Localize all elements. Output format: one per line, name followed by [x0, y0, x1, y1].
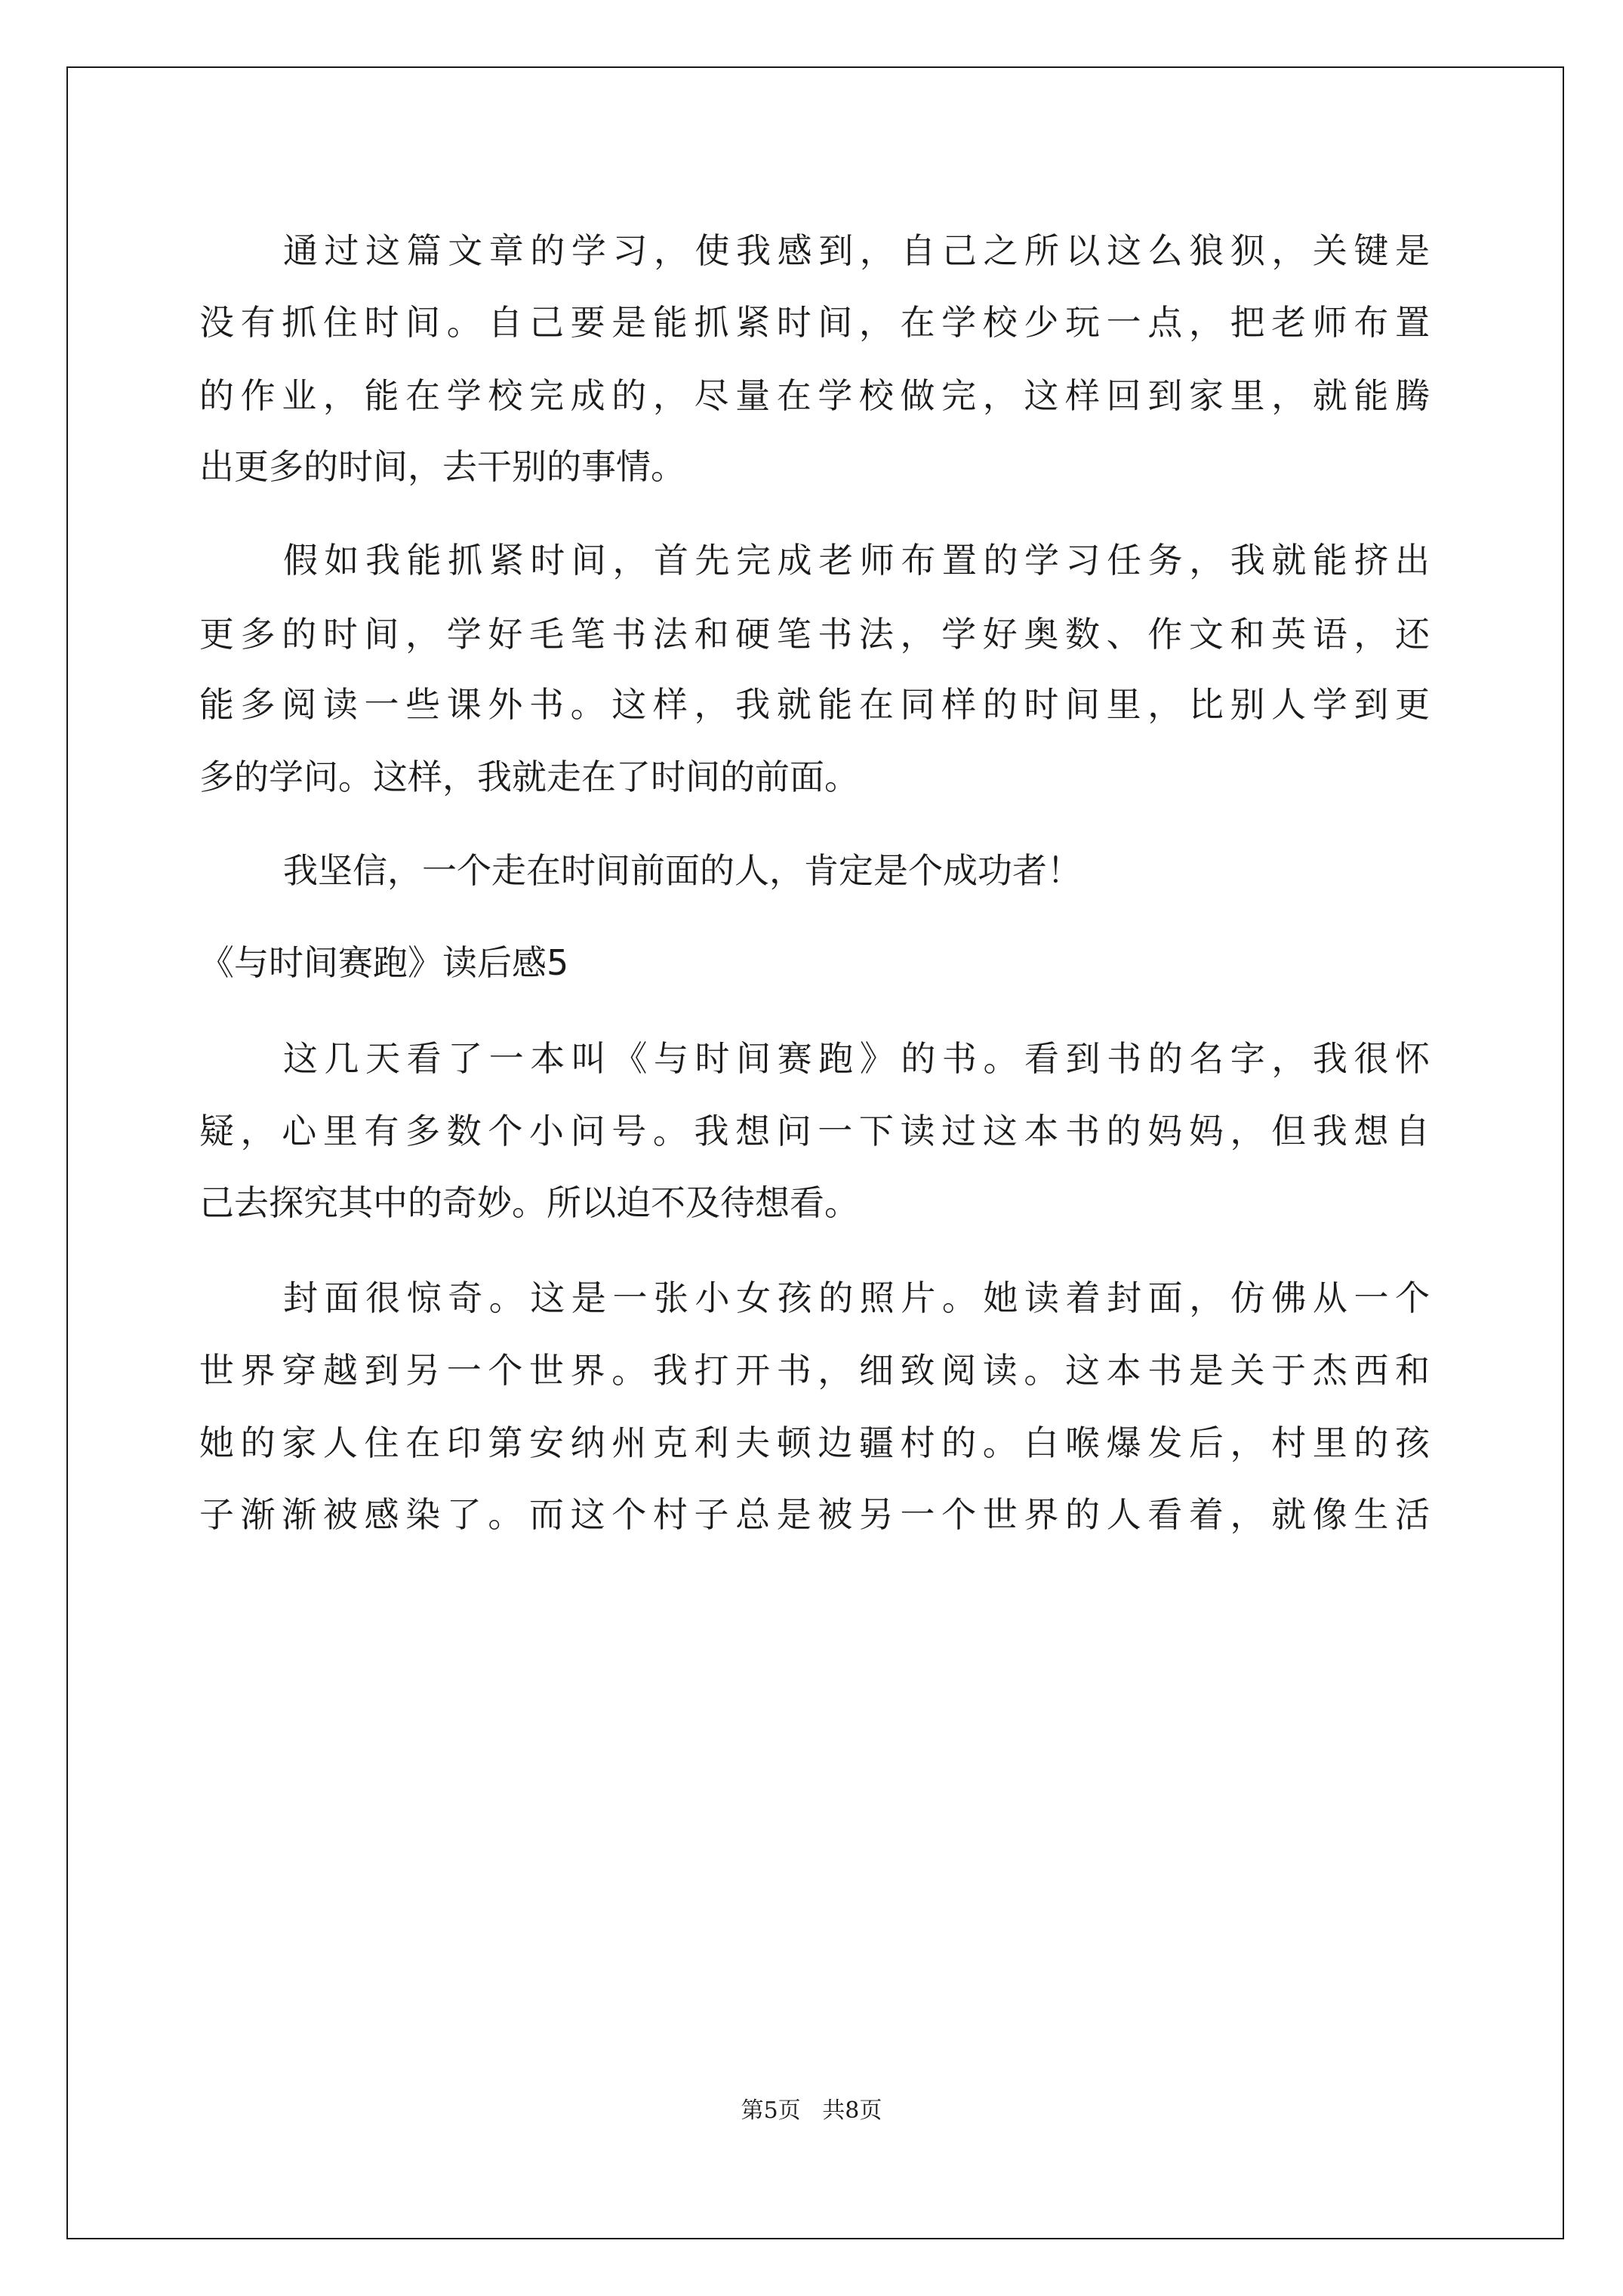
text-line: 疑，心里有多数个小问号。我想问一下读过这本书的妈妈，但我想自	[199, 1111, 1430, 1151]
text-line: 己去探究其中的奇妙。所以迫不及待想看。	[199, 1182, 859, 1223]
text-line: 多的学问。这样，我就走在了时间的前面。	[199, 757, 859, 797]
section-heading: 《与时间赛跑》读后感5	[199, 942, 569, 983]
text-line: 假如我能抓紧时间，首先完成老师布置的学习任务，我就能挤出	[283, 540, 1430, 581]
text-line: 通过这篇文章的学习，使我感到，自己之所以这么狼狈，关键是	[283, 230, 1430, 271]
text-line: 能多阅读一些课外书。这样，我就能在同样的时间里，比别人学到更	[199, 684, 1430, 725]
text-line: 我坚信，一个走在时间前面的人，肯定是个成功者！	[283, 850, 1082, 891]
text-line: 子渐渐被感染了。而这个村子总是被另一个世界的人看着，就像生活	[199, 1494, 1430, 1535]
text-line: 这几天看了一本叫《与时间赛跑》的书。看到书的名字，我很怀	[283, 1038, 1430, 1079]
text-line: 封面很惊奇。这是一张小女孩的照片。她读着封面，仿佛从一个	[283, 1277, 1430, 1318]
text-line: 更多的时间，学好毛笔书法和硬笔书法，学好奥数、作文和英语，还	[199, 614, 1430, 655]
text-line: 出更多的时间，去干别的事情。	[199, 446, 685, 487]
text-line: 没有抓住时间。自己要是能抓紧时间，在学校少玩一点，把老师布置	[199, 302, 1430, 343]
text-line: 的作业，能在学校完成的，尽量在学校做完，这样回到家里，就能腾	[199, 375, 1430, 416]
page-footer: 第5页 共8页	[741, 2097, 882, 2124]
text-line: 她的家人住在印第安纳州克利夫顿边疆村的。白喉爆发后，村里的孩	[199, 1422, 1430, 1463]
text-line: 世界穿越到另一个世界。我打开书，细致阅读。这本书是关于杰西和	[199, 1350, 1430, 1391]
